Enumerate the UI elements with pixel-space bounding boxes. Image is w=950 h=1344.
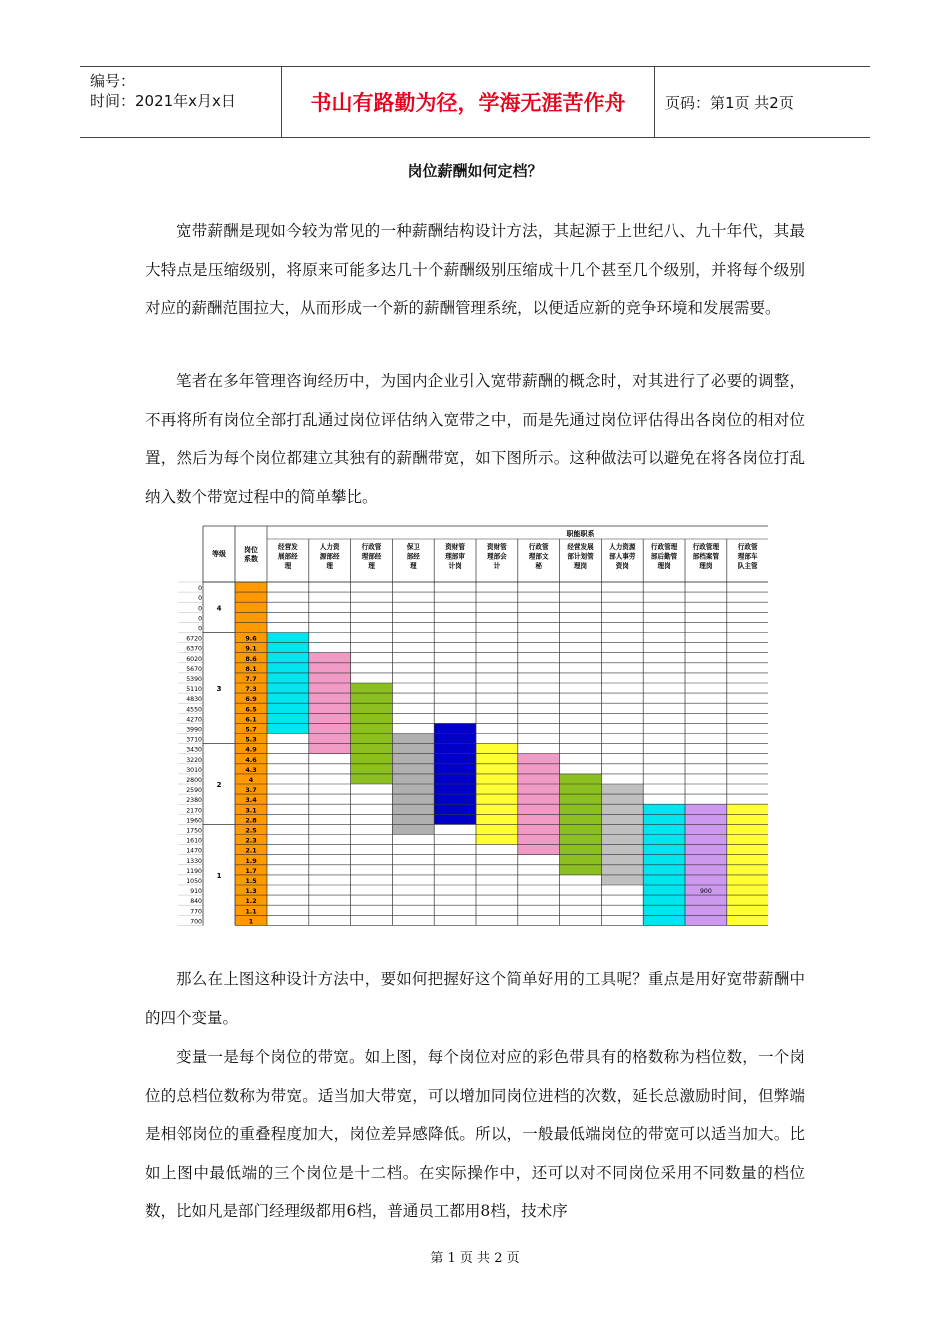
level-label: 2 <box>216 781 222 789</box>
coef-label: 6.1 <box>245 715 257 724</box>
salary-tick-label: 700 <box>190 918 202 926</box>
salary-tick-label: 1750 <box>186 827 202 835</box>
position-header-text: 保卫 <box>406 543 420 551</box>
document-date-label: 时间：2021年x月x日 <box>90 92 236 110</box>
position-header-text: 计 <box>493 562 501 570</box>
position-header-text: 理 <box>326 562 333 570</box>
position-header-text: 理部文 <box>528 552 549 561</box>
salary-band-chart <box>178 524 768 934</box>
position-header-text: 经营发 <box>278 543 298 551</box>
coef-label: 9.6 <box>245 634 257 643</box>
position-header-text: 行政管 <box>528 543 549 551</box>
salary-tick-label: 4550 <box>186 706 202 714</box>
salary-tick-label: 3220 <box>186 756 202 764</box>
coef-label: 2.1 <box>245 846 257 855</box>
position-header-text: 展部经 <box>278 552 298 561</box>
coef-label: 8.6 <box>245 654 257 663</box>
coef-label: 1 <box>248 917 254 926</box>
position-header-text: 理部审 <box>445 552 465 561</box>
salary-tick-label: 2380 <box>186 797 202 805</box>
position-header-text: 计岗 <box>448 562 462 570</box>
position-header-text: 人力资 <box>319 543 340 551</box>
header-group-text: 职能职系 <box>566 530 595 538</box>
position-header-text: 理 <box>284 562 292 570</box>
document-number-label: 编号： <box>90 72 136 90</box>
position-header-text: 部人事劳 <box>609 552 636 561</box>
salary-tick-label: 3990 <box>186 726 202 734</box>
salary-tick-label: 3430 <box>186 746 202 754</box>
salary-tick-label: 4830 <box>186 696 202 704</box>
position-header-text: 资岗 <box>615 562 629 570</box>
salary-band-svg <box>178 524 768 934</box>
position-header-text: 队主管 <box>737 562 758 570</box>
level-label: 1 <box>216 871 222 880</box>
coef-label: 3.7 <box>245 786 257 795</box>
salary-tick-label: 1330 <box>186 857 202 865</box>
salary-tick-label: 1960 <box>186 817 202 825</box>
salary-tick-label: 6020 <box>186 655 202 663</box>
position-header-text: 经营发展 <box>567 543 594 551</box>
position-header-text: 理部会 <box>487 552 507 561</box>
coef-label: 1.3 <box>245 887 257 896</box>
salary-tick-label: 0 <box>198 605 202 613</box>
salary-tick-label: 4270 <box>186 716 202 724</box>
coef-label: 7.7 <box>245 675 257 683</box>
position-header-text: 行政管理 <box>692 543 720 551</box>
position-header-text: 秘 <box>535 562 542 570</box>
coef-label: 1.7 <box>245 866 257 875</box>
position-header-text: 理 <box>410 562 417 570</box>
paragraph-4: 变量一是每个岗位的带宽。如上图，每个岗位对应的彩色带具有的格数称为档位数，一个岗位的总档位数称为带宽。适当加大带宽，可以增加同岗位进档的次数，延长总激励时间，但弊端是相邻岗位的重叠程度加大，岗位差异感降低。所以，一般最低端岗位的带宽可以适当加大。比如上图中最低端的三个岗位是十二档。在实际操作中，还可以对不同岗位采用不同数量的档位数，比如凡是部门经理级都用6档，普通员工都用8档，技术序 <box>145 1048 805 1220</box>
coef-label: 4.6 <box>245 755 257 764</box>
position-header-text: 理岗 <box>699 562 713 570</box>
cell-note-label: 900 <box>699 888 712 896</box>
salary-tick-label: 5670 <box>186 665 202 673</box>
header-level-text: 等级 <box>212 550 226 558</box>
salary-tick-label: 2590 <box>186 787 202 795</box>
position-header-text: 行政管理 <box>650 543 678 551</box>
salary-tick-label: 1050 <box>186 878 202 885</box>
position-header-text: 行政管 <box>737 543 758 551</box>
salary-tick-label: 1610 <box>186 837 202 845</box>
coef-label: 3.1 <box>245 806 257 815</box>
salary-tick-label: 5110 <box>186 686 202 694</box>
level-label: 4 <box>216 604 222 613</box>
paragraph-3: 那么在上图这种设计方法中，要如何把握好这个简单好用的工具呢？重点是用好宽带薪酬中的四个变量。 <box>145 970 805 1027</box>
coef-label: 5.7 <box>245 725 257 734</box>
coef-label: 1.9 <box>245 856 257 865</box>
coef-label: 4.3 <box>245 765 257 774</box>
salary-tick-label: 0 <box>198 595 202 603</box>
header-meta <box>80 67 280 137</box>
level-label: 3 <box>216 685 222 694</box>
header-page-info <box>665 67 870 137</box>
position-header-text: 理 <box>368 562 375 570</box>
position-header-text: 理部车 <box>737 552 758 561</box>
position-header-text: 部后勤管 <box>650 552 678 561</box>
position-header-text: 人力资源 <box>609 543 636 551</box>
coef-label: 2.5 <box>245 826 257 835</box>
position-header-text: 理岗 <box>657 562 671 570</box>
header-motto: 书山有路勤为径，学海无涯苦作舟 <box>310 91 626 115</box>
coef-label: 1.5 <box>245 877 257 885</box>
coef-label: 4 <box>248 776 254 784</box>
coef-label: 8.1 <box>245 664 257 673</box>
coef-label: 6.9 <box>245 695 257 704</box>
coef-label: 4.9 <box>245 745 257 754</box>
position-header-text: 部档案管 <box>692 552 720 561</box>
salary-tick-label: 2800 <box>186 777 202 784</box>
salary-tick-label: 910 <box>190 888 202 896</box>
salary-tick-label: 1190 <box>186 867 202 875</box>
position-header-text: 部计划管 <box>567 552 594 561</box>
document-title: 岗位薪酬如何定档？ <box>407 162 543 180</box>
salary-tick-label: 0 <box>198 585 202 593</box>
header-motto-cell <box>281 67 655 137</box>
salary-tick-label: 5390 <box>186 676 202 683</box>
coef-label: 5.3 <box>245 735 257 744</box>
coef-label: 3.4 <box>245 796 257 805</box>
position-header-text: 部经 <box>406 552 420 561</box>
salary-tick-label: 840 <box>190 898 202 906</box>
coef-label: 2.8 <box>245 816 257 825</box>
page-header <box>80 66 870 138</box>
position-header-text: 理岗 <box>573 562 588 570</box>
position-header-text: 源部经 <box>319 552 340 561</box>
salary-tick-label: 0 <box>198 615 202 623</box>
position-header-text: 资财管 <box>445 543 465 551</box>
coef-label: 1.2 <box>245 897 257 906</box>
coef-label: 7.3 <box>245 685 257 694</box>
paragraph-1: 宽带薪酬是现如今较为常见的一种薪酬结构设计方法，其起源于上世纪八、九十年代，其最大特点是压缩级别，将原来可能多达几十个薪酬级别压缩成十几个甚至几个级别，并将每个级别对应的薪酬范围拉大，从而形成一个新的薪酬管理系统，以便适应新的竞争环境和发展需要。 <box>145 222 805 317</box>
position-header-text: 理部经 <box>361 552 382 561</box>
header-coef-text: 系数 <box>244 555 258 563</box>
salary-tick-label: 6370 <box>186 645 202 653</box>
header-coef-text: 岗位 <box>244 546 258 554</box>
salary-tick-label: 0 <box>198 625 202 633</box>
salary-tick-label: 1470 <box>186 847 202 855</box>
position-header-text: 资财管 <box>487 543 507 551</box>
page-info-text: 页码：第1页 共2页 <box>665 93 794 112</box>
coef-label: 6.5 <box>245 705 257 714</box>
paragraph-2: 笔者在多年管理咨询经历中，为国内企业引入宽带薪酬的概念时，对其进行了必要的调整，不再将所有岗位全部打乱通过岗位评估纳入宽带之中，而是先通过岗位评估得出各岗位的相对位置，然后为每个岗位都建立其独有的薪酬带宽，如下图所示。这种做法可以避免在将各岗位打乱纳入数个带宽过程中的简单攀比。 <box>145 372 805 506</box>
salary-tick-label: 3710 <box>186 736 202 744</box>
position-header-text: 行政管 <box>361 543 382 551</box>
coef-label: 2.3 <box>245 836 257 845</box>
coef-label: 9.1 <box>245 644 257 653</box>
page-footer: 第 1 页 共 2 页 <box>430 1251 520 1266</box>
salary-tick-label: 6720 <box>186 635 202 643</box>
coef-label: 1.1 <box>245 907 257 916</box>
salary-tick-label: 770 <box>190 908 202 916</box>
salary-tick-label: 2170 <box>186 807 202 815</box>
salary-tick-label: 3010 <box>186 766 202 774</box>
